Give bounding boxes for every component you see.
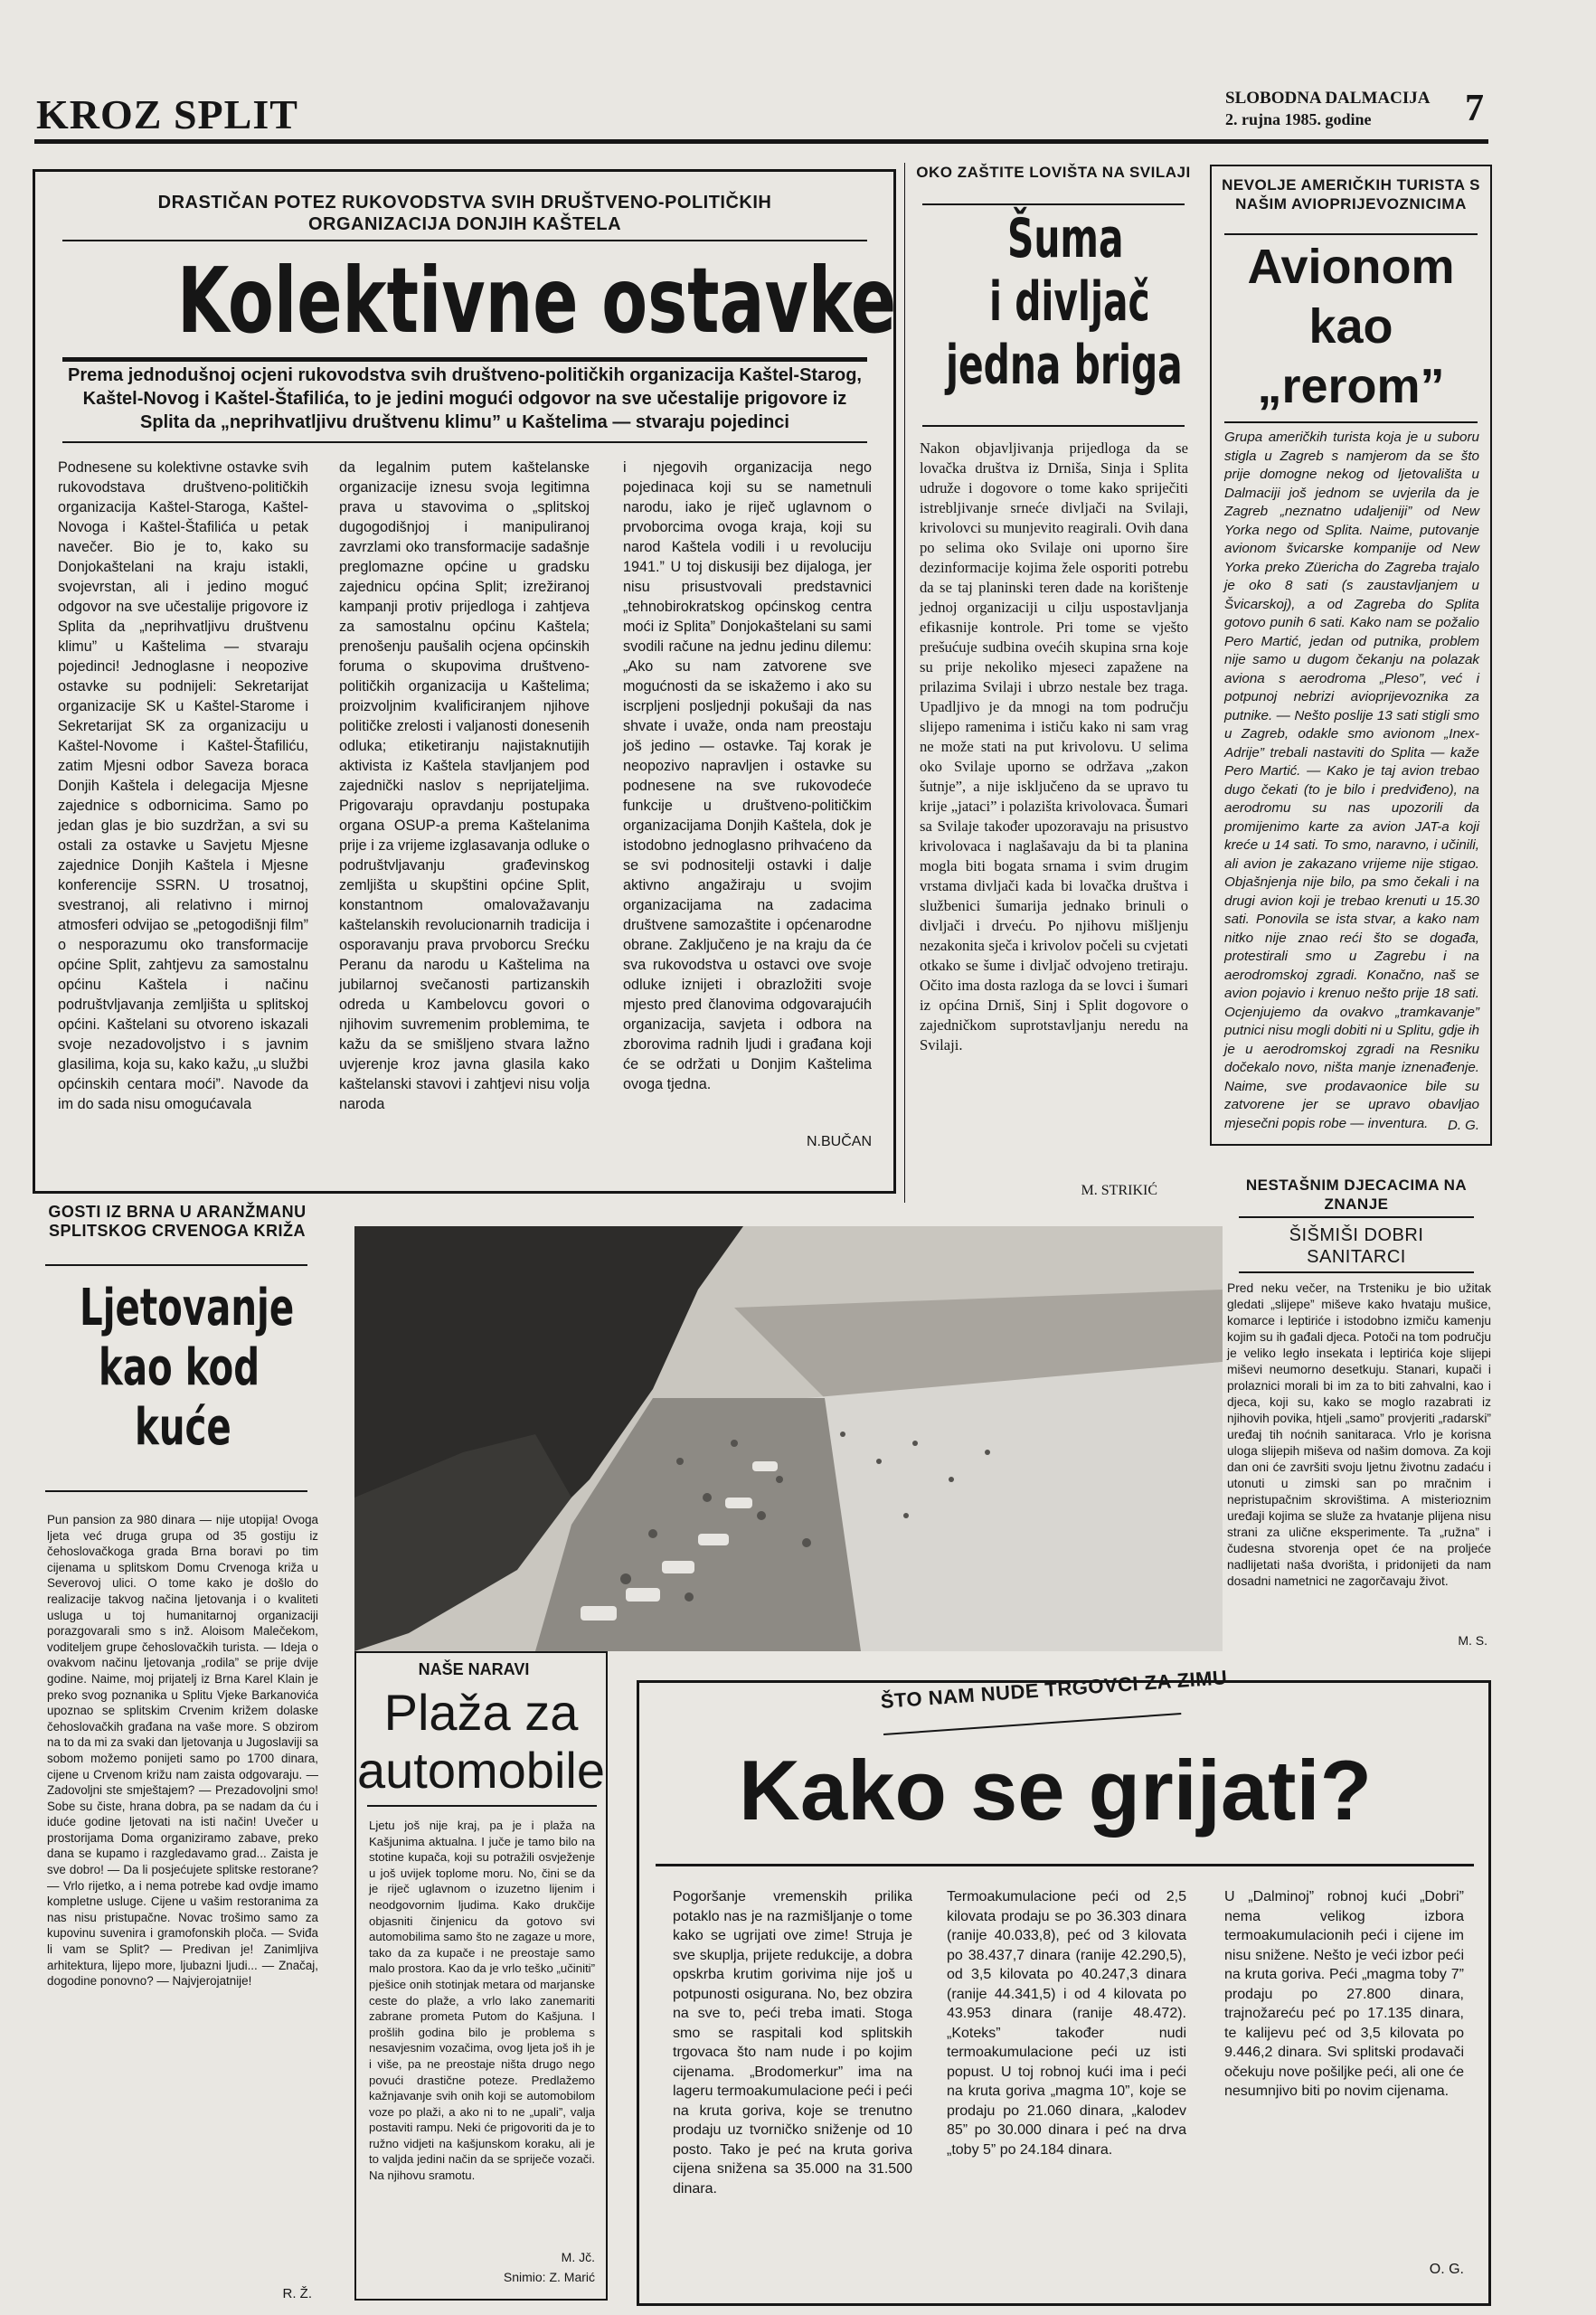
- hunt-headline-line-3: jedna briga: [946, 334, 1183, 397]
- beach-kicker: NAŠE NARAVI: [418, 1660, 530, 1678]
- tourists-kicker-rule: [1224, 233, 1478, 235]
- page-number: 7: [1465, 88, 1484, 129]
- lead-headline-rule: [62, 357, 867, 362]
- heating-article: [637, 1666, 1491, 2306]
- lead-headline: Kolektivne ostavke: [177, 248, 897, 354]
- holiday-headline-line-1: Ljetovanje: [80, 1279, 295, 1337]
- bats-body: Pred neku večer, na Trsteniku je bio užitak gledati „slijepe” miševe kako hvataju mušice, komarce i leptiriće i istodobno izmiču kamenju kojim su ih gađali djeca. Potoči na tom području je veliko legło insekata i leptirića koje slijepi miševi neumorno desetkuju. Stanari, kupači i prolaznici morali bi im za to biti zahvalni, kao i djeca, koji su, kako se moglo razabrati iz njihovih povika, htjeli „samo” provjeriti „radarski” uređaj tih noćnih sanitaraca. Vrlo je korisna uloga slijepih miševa od našim domova. Za koji dan oni će završiti svoju ljetnu životnu zadaću i utonuti u zimski san po mračnim i nepristupačnim skrovištima. A misterioznim uređaji kojima se služe za hvatanje plijena nisu strani za ulične eksperimente. Ta „ružna” i čudesna stvorenja opet će na proljeće nadlijetati naša dvorišta, i pridonijeti da nam dosadni nametnici ne zagorčavaju život.: [1227, 1281, 1491, 1588]
- lead-intro: Prema jednodušnoj ocjeni rukovodstva svih društveno-političkih organizacija Kaštel-Starog, Kaštel-Novog i Kaštel-Štafilića, to je jedini mogući odgovor na sve učestalije prigovore iz Splita da „neprihvatljivu društvenu klimu” u Kaštelima — stvaraju pojedinci: [68, 365, 862, 432]
- beach-body: Ljetu još nije kraj, pa je i plaža na Kašjunima aktualna. I juče je tamo bilo na stotine kupača, koji su potražili osvježenje u još uvijek toplome moru. No, čini se da je riječ uglavnom o izuzetno lijenim i neodgovornim ljudima. Kako drukčije objasniti činjenicu da gotovo svi automobilima samo što ne zagaze u more, tako da za kupače i ne preostaje samo malo prostora. Kao da je vrlo teško „učiniti” pješice onih stotinjak metara od marjanske ceste do plaže, a vrlo lako zanemariti zabrane prometa Putom do Kašjuna. I prošlih godina bilo je problema s nesavjesnim vozačima, ovog ljeta još ih je i više, pa ne preostaje ništa drugo nego povući drastične poteze. Predlažemo kažnjavanje svih onih koji se automobilom voze po plaži, a ako ni to ne „upali”, valja postaviti rampu. Neki će prigovoriti da je to ružno vidjeti na kašjunskom koraku, ali je to valjda jedini način da se spriječe vozači. Na njihovu sramotu.: [369, 1819, 595, 2183]
- lead-column-2: da legalnim putem kaštelanske organizacije iznesu svoja legitimna prava u stavovima o „splitskoj dugogodišnjoj i manipuliranoj zavrzlami oko transformacije sadašnje preglomazne općine u gradsku zajednicu općina Split; izrežiranoj kampanji protiv prijedloga i zahtjeva za samostalnu općinu Kaštela; prenošenju paušalih ocjena općinskih foruma o skupovima društveno-političkih organizacija u Kaštelima; proizvoljnim kvalificiranjem njihove političke zrelosti i valjanosti donesenih odluka; etiketiranju najistaknutijih aktivista iz Kaštela stavljanjem pod zajednički naslov s neprijateljima. Prigovaraju opravdanju postupaka organa OSUP-a prema Kaštelanima prije i za vrijeme izglasavanja odluke o podruštvljavanju građevinskog zemljišta u skupštini općine Split, konstantnom omalovažavanju kaštelanskih revolucionarnih tradicija i osporavanju prava prvoborcu Srećku Peranu da narodu u Kaštelima na jubilarnoj svečanosti partizanskih odreda u Kambelovcu govori o njihovim suvremenim problemima, te kažu da se smišljeno stvara lažno uvjerenje kroz javna glasila kako kaštelanski stavovi i zahtjevi nisu volja naroda: [339, 459, 590, 1112]
- tourists-headline-line-2: kao: [1308, 299, 1393, 354]
- bats-headline-rule: [1239, 1271, 1474, 1273]
- heating-column-2: Termoakumulacione peći od 2,5 kilovata prodaju se po 36.303 dinara (ranije 40.033,8), peć od 3 kilovata po 38.437,7 dinara (ranije 42.290,5), od 3,5 kilovata po 40.247,3 dinara (ranije 44.341,5) i od 4 kilovata po 43.953 dinara (ranije 48.472). „Koteks” također nudi termoakumulacione peći uz isti popust. U toj robnoj kući ima i peći na kruta goriva „magma 10”, koje se prodaju po 21.060 dinara, „kalodev 85” po 30.000 dinara i peć na drva „toby 5” po 24.184 dinara.: [947, 1889, 1186, 2158]
- bats-author: M. S.: [1458, 1633, 1487, 1648]
- holiday-headline-rule: [45, 1490, 307, 1492]
- bats-kicker: NESTAŠNIM DJECACIMA NA ZNANJE: [1245, 1176, 1468, 1213]
- lead-column-1: Podnesene su kolektivne ostavke svih rukovodstava društveno-političkih organizacija Kaštel-Staroga, Kaštel-Novoga i Kaštel-Štafilića u petak navečer. Bio je to, kako su Donjokaštelani na kraju istakli, svojevrstan, ali i jedino moguć odgovor na sve učestalije prigovore iz Splita da „neprihvatljivu društvenu klimu” u Kaštelima — stvaraju pojedinci! Jednoglasne i neopozive ostavke su podnijeli: Sekretarijat organizacije SK u Kaštel-Starome i Sekretarijat SK za organizaciju u Kaštel-Novome i Kaštel-Štafiliću, zatim Mjesni odbor Saveza boraca Donjih Kaštela i delegacija Mjesne zajednice s odbornicima. Samo po jedan glas je bio suzdržan, a svi su ostali za ostavke u Savjetu Mjesne zajednice Donjih Kaštela i Mjesne konferencije SSRN. U trosatnoj, svestranoj, ali relativno i mirnoj atmosferi odvijao se „petogodišnji film” o nesporazumu oko transformacije općine Split, zahtjevu za samostalnu općinu Kaštela i načinu podruštvljavanja zemljišta u splitskoj općini. Kaštelani su otvoreno iskazali svoje nezadovoljstvo i s javnim glasilima, koja su, kako kažu, „u službi općinskih centara moći”. Navode da im do sada nisu omogućavala: [58, 459, 308, 1112]
- tourists-headline-line-3: „rerom”: [1257, 359, 1445, 413]
- hunt-headline-rule: [922, 425, 1185, 427]
- section-title: KROZ SPLIT: [36, 91, 298, 137]
- lead-author: N.BUČAN: [806, 1134, 872, 1149]
- tourists-author: D. G.: [1447, 1118, 1479, 1133]
- lead-article: [33, 169, 896, 1194]
- heating-headline: Kako se grijati?: [739, 1743, 1372, 1838]
- beach-author: M. Jč.: [561, 2250, 595, 2264]
- tourists-headline-rule: [1224, 421, 1478, 423]
- hunt-author: M. STRIKIĆ: [1081, 1183, 1157, 1198]
- hunt-kicker-rule: [922, 203, 1185, 205]
- paper-name: SLOBODNA DALMACIJA: [1225, 89, 1431, 108]
- holiday-author: R. Ž.: [282, 2286, 312, 2301]
- heating-kicker: ŠTO NAM NUDE TRGOVCI ZA ZIMU: [880, 1666, 1229, 1713]
- tourists-body: Grupa američkih turista koja je u suboru stigla u Zagreb s namjerom da se što prije domogne nekog od ljetovališta u Dalmaciji još jednom se uvjerila da je Zagreb „neznatno udaljeniji” od New Yorka nego od Splita. Naime, putovanje avionom švicarske kompanije od New Yorka preko Züericha do Zagreba trajalo je oko 8 sati (s zaustavljanjem u Švicarskoj), a od Zagreba do Splita gotovo punih 6 sati. Kako nam se požalio Pero Martić, jedan od putnika, problem nije samo u dugom čekanju na polazak aviona s aerodroma „Pleso”, već i potpunoj nebrizi aviopriјevoznika za putnike. — Nešto poslije 13 sati stigli smo u Zagreb, odakle smo avionom „Inex-Adrije” trebali nastaviti do Splita — kaže Pero Martić. — Kako je taj avion trebao dugo čekati (to je bilo i predviđeno), na aerodromu su nas upozorili da promijenimo karte za avion JAT-a koji kreće u 14 sati. To smo, naravno, i učinili, ali avion je zakazano vrijeme nije stigao. Objašnjenja nije bilo, pa smo čekali i na drugi avion koji je trebao krenuti u 15.30 sati. Ponovila se ista stvar, a kako nam nitko nije znao reći što se događa, protestirali smo u Zagrebu i na aerodromskoj zgradi. Konačno, naš se avion pojavio i krenuo nešto prije 18 sati. Ocjenjujemo da ovakvo „tramkavanje” putnici nisu mogli dobiti ni u Splitu, gdje ih je u aerodromskoj zgradi na Resniku dočekalo novo, ništa manje iznenađenje. Naime, sve prodavaonice bile su zatvorene jer se upravo obavljao mjesečni popis robe — inventura.: [1224, 430, 1479, 1131]
- heating-author: O. G.: [1429, 2262, 1464, 2277]
- lead-kicker: DRASTIČAN POTEZ RUKOVODSTVA SVIH DRUŠTVENO-POLITIČKIH ORGANIZACIJA DONJIH KAŠTELA: [157, 193, 772, 234]
- beach-photo-illustration: [354, 1226, 1223, 1651]
- lead-intro-rule: [62, 441, 867, 443]
- holiday-kicker: GOSTI IZ BRNA U ARANŽMANU SPLITSKOG CRVENOGA KRIŽA: [48, 1203, 307, 1240]
- holiday-kicker-rule: [45, 1264, 307, 1266]
- beach-headline: [356, 1684, 606, 1800]
- hunt-kicker: OKO ZAŠTITE LOVIŠTA NA SVILAJI: [916, 164, 1191, 181]
- heating-headline-rule: [656, 1864, 1474, 1866]
- holiday-headline: [33, 1268, 322, 1485]
- beach-headline-rule: [367, 1805, 597, 1807]
- beach-headline-line-2: automobile: [357, 1742, 605, 1799]
- issue-date: 2. rujna 1985. godine: [1225, 110, 1372, 128]
- beach-photo-credit: Snimio: Z. Marić: [503, 2270, 595, 2284]
- heating-column-1: Pogoršanje vremenskih prilika potaklo nas je na razmišljanje o tome kako se ugrijati ove zime! Struja je sve skuplja, prijete redukcije, a dobra opskrba krutim gorivima nije još u potpunosti osigurana. No, bez obzira na sve to, peći treba imati. Stoga smo se raspitali kod splitskih trgovaca što nam nude i po kojim cijenama. „Brodomerkur” ima na lageru termoakumulacione peći i peći na kruta goriva, koje se trenutno prodaju uz tvorničko sniženje od 10 posto. Tako je peć na kruta goriva cijena snižena sa 35.000 na 31.500 dinara.: [673, 1889, 912, 2197]
- beach-photo: [354, 1226, 1223, 1651]
- hunt-body: Nakon objavljivanja prijedloga da se lovačka društva iz Drniša, Sinja i Splita udruže i dogovore o tome kako spriječiti istrebljivanje srneće divljači na Svilaji, krivolovci su munjevito reagirali. Ovih dana po selima oko Svilaje oni uporno šire dezinformacije kojima žele osporiti potrebu da se taj planinski teren dade na korištenje jednoj organizaciji u cilju uspostavljanja efikasnije kontrole. Pri tome se vješto prešućuje sudbina ovećih skupina srna koje su prije nekoliko mjeseci zapažene na prilazima Svilaji i ubrzo nestale bez traga. Upadljivo je da mnogi na tom području slijepo ramenima i ističu kako ni sam vrag ne može stati na put krivolovu. U selima oko Svilaje uporno se održava „zakon šutnje”, a nije isključeno da se upravo tu krije „jataci” i polazišta krivolovaca. Šumari sa Svilaje također upozoravaju na prisustvo krivolovaca i naglašavaju da bi ta planina mogla biti bogata srnama i svim drugim vrstama divljači kada bi lovačka društva i službenici šumarija jednako brinuli o divljači i drveću. Po njihovu mišljenju nezakonita sječa i krivolov počeli su cvjetati otkako se šume i divljač odvojeno tretiraju. Očito ima dosta razloga da se lovci i šumari iz općina Drniš, Sinj i Split dogovore o zajedničkom suprotstavljanju neredu na Svilaji.: [920, 439, 1188, 1054]
- masthead-rule: [34, 139, 1488, 144]
- holiday-headline-line-2: kao kod: [99, 1338, 260, 1397]
- hunt-divider: [904, 163, 905, 1203]
- lead-kicker-rule: [62, 240, 867, 241]
- hunt-headline-line-1: Šuma: [1007, 207, 1124, 270]
- tourists-article: [1210, 165, 1492, 1146]
- holiday-headline-line-3: kuće: [135, 1398, 231, 1457]
- bats-kicker-rule: [1239, 1216, 1474, 1218]
- beach-article: [354, 1651, 608, 2301]
- tourists-headline-line-1: Avionom: [1247, 240, 1455, 294]
- tourists-headline: [1212, 237, 1490, 418]
- heating-kicker-rule: [883, 1713, 1181, 1735]
- tourists-kicker: NEVOLJE AMERIČKIH TURISTA S NAŠIM AVIOPRIJEVOZNICIMA: [1222, 176, 1480, 213]
- heating-column-3: U „Dalminoj” robnoj kući „Dobri” nema velikog izbora termoakumulacionih peći i cijene im nisu snižene. Nešto je veći izbor peći na kruta goriva. Peći „magma toby 7” prodaju po 27.800 dinara, trajnožareću peć po 17.135 dinara, te kalijevu peć od 3,5 kilovata po 9.446,2 dinara. Svi splitski prodavači očekuju nove pošiljke peći, ali one će nesumnjivo biti po novim cijenama.: [1224, 1889, 1464, 2099]
- lead-column-3: i njegovih organizacija nego pojedinaca koji su se nametnuli narodu, iako je riječ uglavnom o prvoborcima ovoga kraja, koji su narod Kaštela vodili i u revoluciju 1941.” U toj diskusiji bez dijaloga, jer nisu prisustvovali predstavnici „tehnobirokratskog općinskog centra moći iz Splita” Donjokaštelani su sami svodili račune na jednu jedinu dilemu: „Ako su nam zatvorene sve mogućnosti da se iskažemo i ako su iscrpljeni posljednji pokušaji da nas shvate i uvaže, onda nam preostaju još jedino — ostavke. Taj korak je neopozivo napravljen i ostavke su podnesene na sve rukovodeće funkcije u društveno-političkim organizacijama Donjih Kaštela, dok je istodobno jednoglasno prihvaćeno da se svi podnositelji ostavki i dalje aktivno angažiraju u svojim organizacijama na zadacima društvene samozaštite i općenarodne obrane. Zaključeno je na kraju da će sva rukovodstva u ostavci ove svoje odluke iznijeti i obrazložiti svoje mjesto pred članovima odgovarajućih organizacija, savjeta i odbora na zborovima radnih ljudi i građana koji će se održati u Donjim Kaštelima ovoga tjedna.: [623, 459, 872, 1092]
- hunt-headline: [913, 206, 1194, 405]
- holiday-body: Pun pansion za 980 dinara — nije utopija! Ovoga ljeta već druga grupa od 35 gostiju iz čehoslovačkoga grada Brna boravi po tim cijenama u splitskom Domu Crvenoga križa u Severovoj ulici. O tome kako je došlo do realizacije takvog načina ljetovanja i o kvaliteti usluga u toj humanitarnoj organizaciji porazgovarali smo s inž. Aloisom Malečekom, voditeljem grupe čehoslovačkih turista. — Ideja o ovakvom načinu ljetovanja „rodila” se prije dvije godine. Naime, moj prijatelj iz Brna Karel Klain je preko svog poznanika u Splitu Vjeke Barkanovića upoznao se splitskim Crvenim križem dolaske čehoslovačkih građana na vaše more. S obzirom na to da mi za svaki dan ljetovanja u Jugoslaviji sa sobom možemo ponijeti samo po 1700 dinara, cijene u Crvenom križu nam zaista odgovaraju. — Zadovoljni ste smještajem? — Prezadovoljni smo! Sobe su čiste, hrana dobra, pa se nadam da ću i iduće godine ljetovati na isti način! Uvečer u prostorijama Doma organiziramo zabave, preko dana se kupamo i razgledavamo grad... Zaista je sve dobro! — Da li posjećujete splitske restorane? — Vrlo rijetko, a i nema potrebe kad ovdje imamo kompletne usluge. Cijene u vašim restoranima za nas nisu pristupačne. Novac trošimo samo za kupovinu suvenira i gramofonskih ploča. — Sviđa li vam se Split? — Predivan je! Zanimljiva arhitektura, lijepo more, ljubazni ljudi... — Značaj, dogodine ponovno? — Najvjerojatnije!: [47, 1513, 318, 1989]
- bats-headline: ŠIŠMIŠI DOBRI SANITARCI: [1289, 1225, 1424, 1267]
- beach-headline-line-1: Plaža za: [383, 1684, 579, 1741]
- hunt-headline-line-2: i divljač: [989, 270, 1150, 334]
